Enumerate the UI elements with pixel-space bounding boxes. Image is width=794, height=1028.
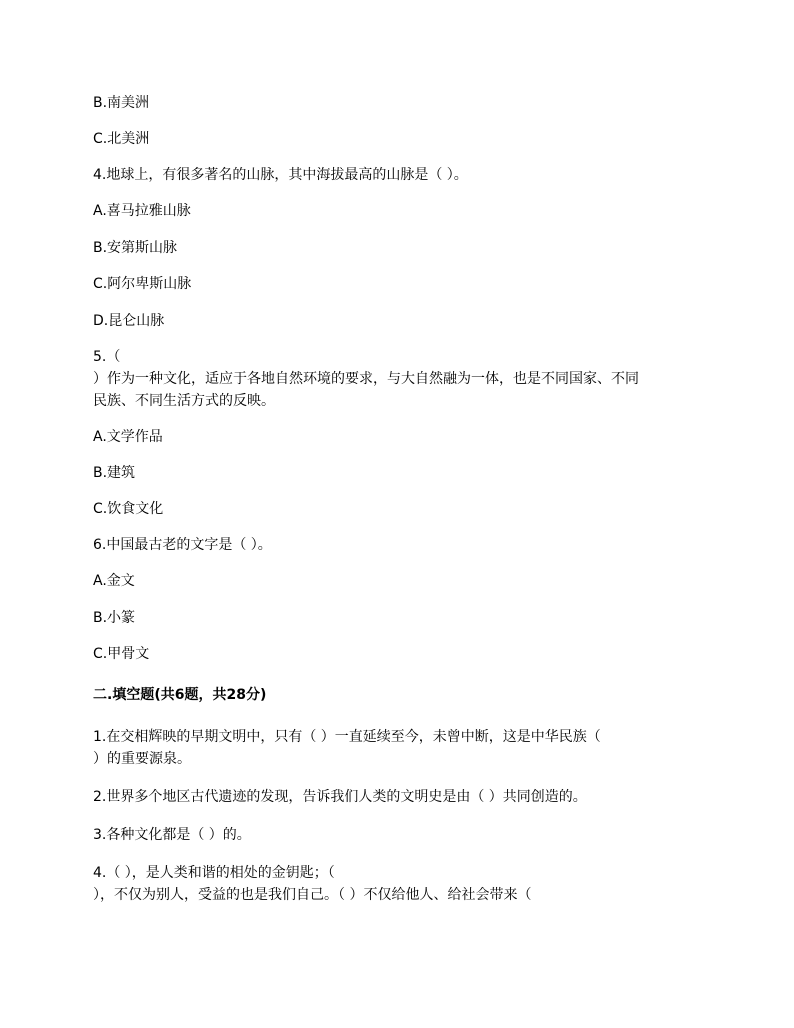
fill-q2: 2.世界多个地区古代遗迹的发现，告诉我们人类的文明史是由（ ）共同创造的。 — [93, 789, 587, 805]
q5-option-a: A.文学作品 — [93, 429, 163, 445]
fill-q1-line-1: 1.在交相辉映的早期文明中，只有（ ）一直延续至今，未曾中断，这是中华民族（ — [93, 729, 601, 745]
fill-q1-line-2: ）的重要源泉。 — [93, 751, 191, 767]
q3-option-c: C.北美洲 — [93, 131, 150, 147]
fill-q3: 3.各种文化都是（ ）的。 — [93, 827, 251, 843]
q4-option-d: D.昆仑山脉 — [93, 313, 165, 329]
q6-question: 6.中国最古老的文字是（ ）。 — [93, 537, 272, 553]
fill-q4-line-2: ），不仅为别人，受益的也是我们自己。（ ）不仅给他人、给社会带来（ — [93, 887, 532, 903]
q5-option-c: C.饮食文化 — [93, 501, 164, 517]
q5-question-line-3: 民族、不同生活方式的反映。 — [93, 393, 275, 409]
q6-option-b: B.小篆 — [93, 610, 136, 626]
q6-option-a: A.金文 — [93, 573, 135, 589]
q4-option-a: A.喜马拉雅山脉 — [93, 203, 191, 219]
q4-option-b: B.安第斯山脉 — [93, 240, 178, 256]
q3-option-b: B.南美洲 — [93, 95, 150, 111]
q4-option-c: C.阿尔卑斯山脉 — [93, 276, 192, 292]
q5-question-line-2: ）作为一种文化，适应于各地自然环境的要求，与大自然融为一体，也是不同国家、不同 — [93, 371, 639, 387]
q5-option-b: B.建筑 — [93, 465, 136, 481]
q6-option-c: C.甲骨文 — [93, 646, 150, 662]
section-heading-fill-in: 二.填空题(共6题，共28分) — [93, 687, 267, 703]
fill-q4-line-1: 4.（ ），是人类和谐的相处的金钥匙；（ — [93, 865, 335, 881]
q5-question-line-1: 5.（ — [93, 349, 121, 365]
q4-question: 4.地球上，有很多著名的山脉，其中海拔最高的山脉是（ ）。 — [93, 167, 468, 183]
